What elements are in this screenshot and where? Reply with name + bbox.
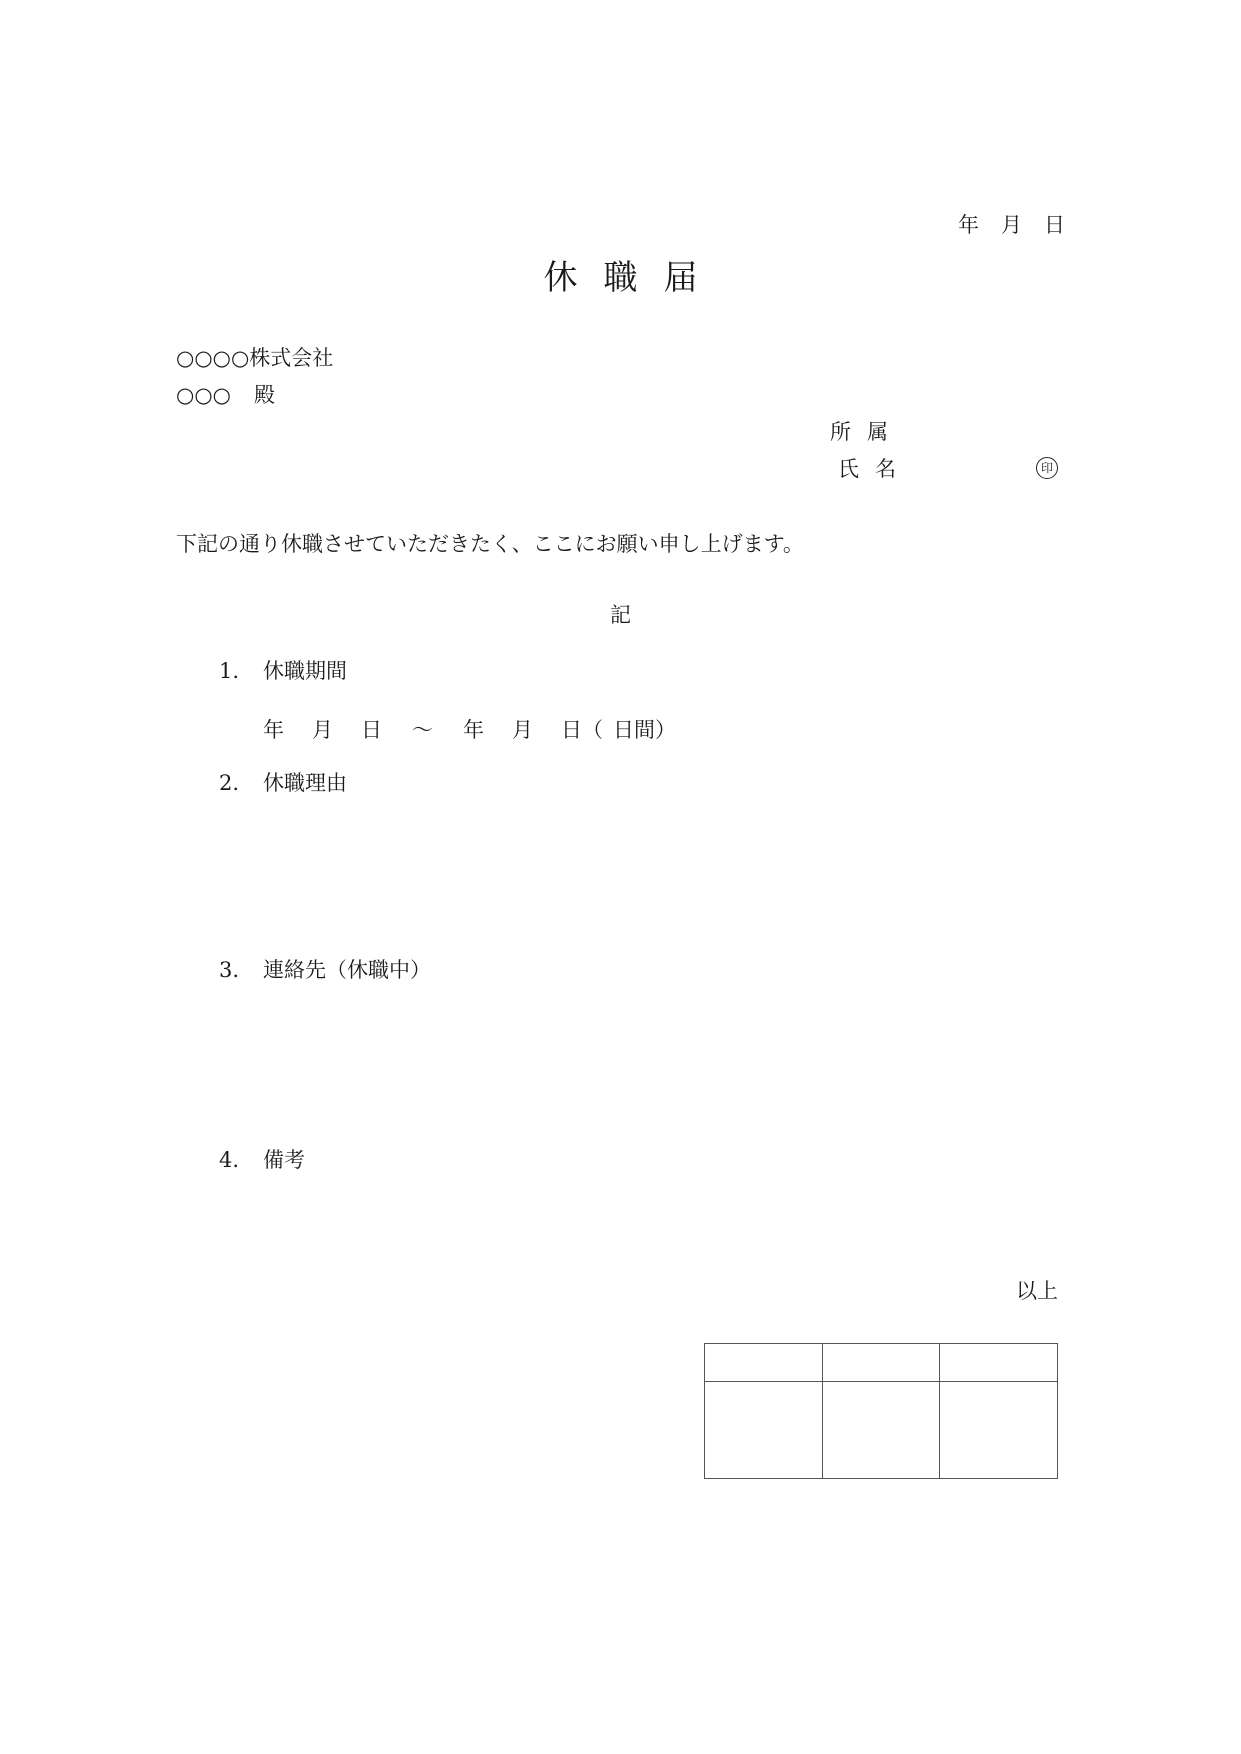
date-line: [958, 211, 1065, 239]
approval-stamp-table: [704, 1343, 1058, 1479]
dept-label-char: 所: [830, 420, 851, 444]
date-month: 月: [1001, 213, 1022, 237]
period-end-month: 月: [512, 718, 533, 742]
seal-icon: 印: [1036, 457, 1058, 479]
dept-label: [830, 418, 904, 446]
approval-header-cell: [940, 1344, 1058, 1382]
date-year: 年: [958, 213, 979, 237]
item-label: 備考: [263, 1148, 305, 1172]
date-day: 日: [1044, 213, 1065, 237]
recipient-name: ○○○: [176, 383, 231, 407]
applicant-dept: [830, 418, 904, 446]
title-char: 職: [603, 258, 638, 298]
ki-heading: 記: [610, 603, 631, 627]
approval-stamp-cell: [940, 1382, 1058, 1479]
item-label: 休職期間: [263, 659, 347, 683]
approval-header-row: [705, 1344, 1058, 1382]
approval-stamp-cell: [705, 1382, 823, 1479]
title-char: 休: [543, 258, 578, 298]
name-label-char: 氏: [838, 457, 859, 481]
page-title: [0, 256, 1241, 300]
leave-period-line: [263, 716, 676, 744]
item-label: 連絡先（休職中）: [263, 958, 431, 982]
period-tilde: ～: [412, 718, 433, 742]
item-number: 3.: [219, 958, 240, 982]
item-label: 休職理由: [263, 771, 347, 795]
title-char: 届: [663, 258, 698, 298]
period-start-month: 月: [312, 718, 333, 742]
item-number: 2.: [219, 771, 240, 795]
period-start-year: 年: [263, 718, 284, 742]
recipient-honorific: 殿: [253, 383, 275, 407]
period-end-day: 日（: [561, 718, 603, 742]
item-number: 4.: [219, 1148, 240, 1172]
dept-label-char: 属: [867, 420, 888, 444]
item-number: 1.: [219, 659, 240, 683]
recipient-name-line: [176, 381, 275, 409]
approval-header-cell: [822, 1344, 940, 1382]
period-days: 日間）: [613, 718, 676, 742]
approval-stamp-cell: [822, 1382, 940, 1479]
period-end-year: 年: [463, 718, 484, 742]
request-text: 下記の通り休職させていただきたく、ここにお願い申し上げます。: [176, 532, 804, 556]
recipient-company: ○○○○株式会社: [176, 346, 334, 370]
applicant-name: [838, 455, 1058, 483]
approval-body-row: [705, 1382, 1058, 1479]
period-start-day: 日: [361, 718, 382, 742]
name-label-char: 名: [875, 457, 896, 481]
name-label: [838, 455, 912, 483]
closing-text: 以上: [1016, 1279, 1058, 1303]
approval-header-cell: [705, 1344, 823, 1382]
